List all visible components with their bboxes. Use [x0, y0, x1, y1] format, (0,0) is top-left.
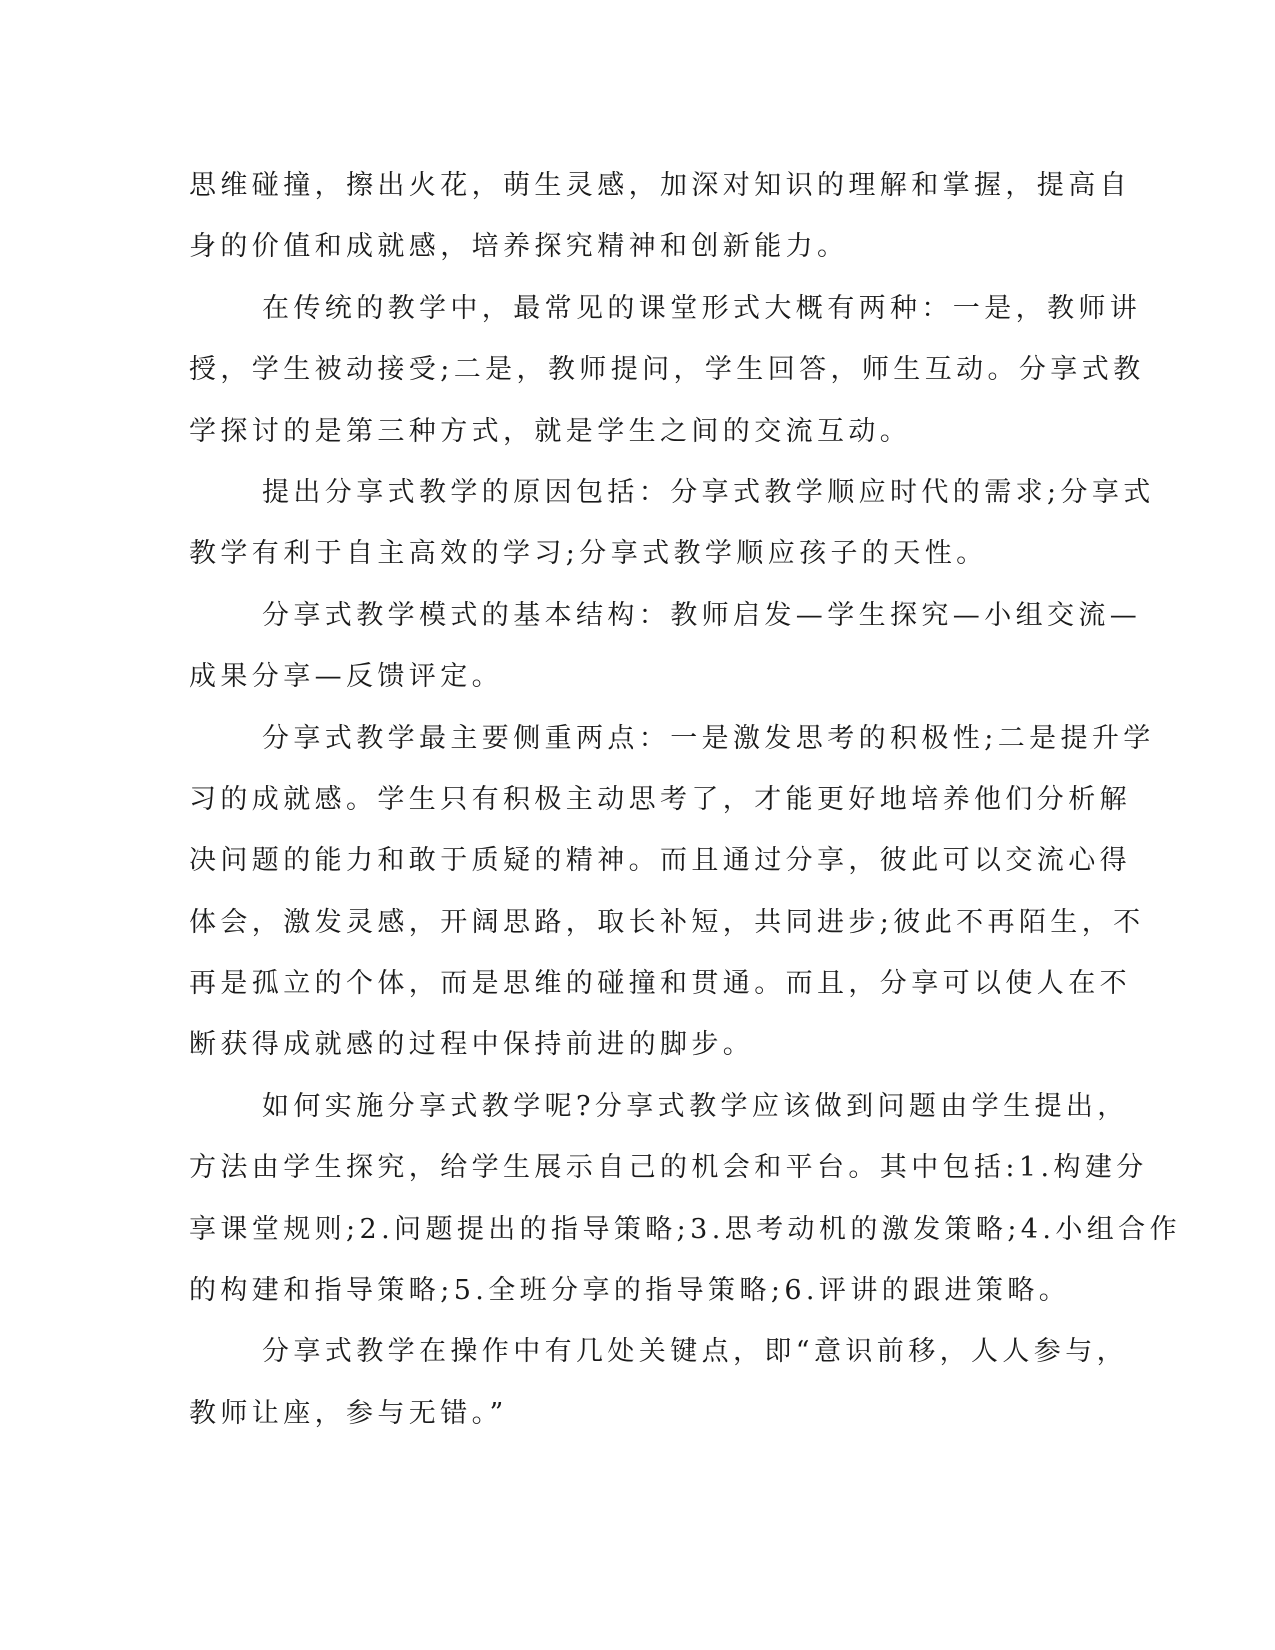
paragraph-start-line-20: 分享式教学在操作中有几处关键点，即“意识前移，人人参与，: [262, 1336, 1129, 1367]
text-line-7: 教学有利于自主高效的学习;分享式教学顺应孩子的天性。: [189, 538, 988, 569]
text-line-13: 体会，激发灵感，开阔思路，取长补短，共同进步;彼此不再陌生，不: [189, 907, 1145, 938]
paragraph-start-line-3: 在传统的教学中，最常见的课堂形式大概有两种：一是，教师讲: [262, 293, 1142, 324]
text-line-19: 的构建和指导策略;5.全班分享的指导策略;6.评讲的跟进策略。: [189, 1275, 1071, 1306]
text-line-9: 成果分享—反馈评定。: [189, 661, 503, 692]
text-line-21: 教师让座，参与无错。”: [189, 1398, 508, 1429]
text-line-1: 思维碰撞，擦出火花，萌生灵感，加深对知识的理解和掌握，提高自: [189, 170, 1131, 201]
text-line-5: 学探讨的是第三种方式，就是学生之间的交流互动。: [189, 416, 912, 447]
text-line-11: 习的成就感。学生只有积极主动思考了，才能更好地培养他们分析解: [189, 784, 1131, 815]
text-line-17: 方法由学生探究，给学生展示自己的机会和平台。其中包括:1.构建分: [189, 1152, 1148, 1183]
text-line-2: 身的价值和成就感，培养探究精神和创新能力。: [189, 231, 849, 262]
text-line-18: 享课堂规则;2.问题提出的指导策略;3.思考动机的激发策略;4.小组合作: [189, 1214, 1181, 1245]
text-line-14: 再是孤立的个体，而是思维的碰撞和贯通。而且，分享可以使人在不: [189, 968, 1131, 999]
text-line-12: 决问题的能力和敢于质疑的精神。而且通过分享，彼此可以交流心得: [189, 845, 1131, 876]
text-line-15: 断获得成就感的过程中保持前进的脚步。: [189, 1029, 755, 1060]
paragraph-start-line-8: 分享式教学模式的基本结构：教师启发—学生探究—小组交流—: [262, 600, 1142, 631]
text-line-4: 授，学生被动接受;二是，教师提问，学生回答，师生互动。分享式教: [189, 354, 1145, 385]
paragraph-start-line-6: 提出分享式教学的原因包括：分享式教学顺应时代的需求;分享式: [262, 477, 1155, 508]
paragraph-start-line-10: 分享式教学最主要侧重两点：一是激发思考的积极性;二是提升学: [262, 723, 1155, 754]
paragraph-start-line-16: 如何实施分享式教学呢?分享式教学应该做到问题由学生提出，: [262, 1091, 1129, 1122]
